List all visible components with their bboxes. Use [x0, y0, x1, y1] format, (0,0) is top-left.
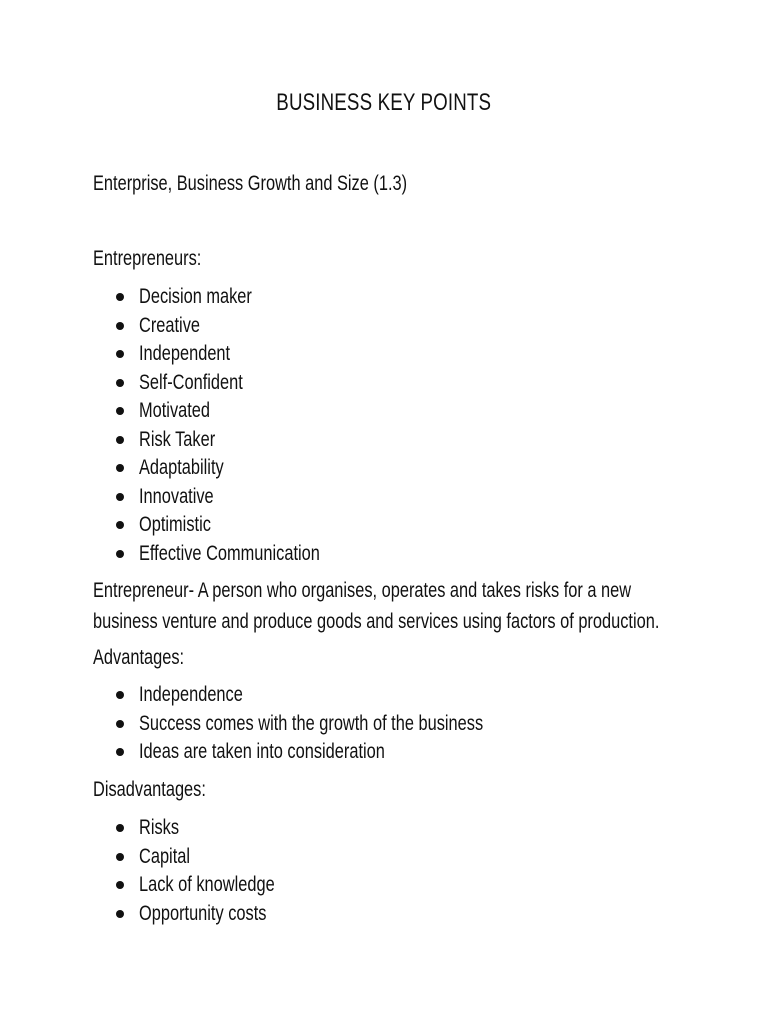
- definition-line-2: business venture and produce goods and services using factors of production.: [93, 610, 660, 633]
- list-item-text: Lack of knowledge: [139, 873, 275, 896]
- section-heading: [93, 170, 496, 198]
- page-title-text: BUSINESS KEY POINTS: [276, 89, 492, 116]
- bullet-icon: [116, 521, 124, 529]
- list-item: [0, 710, 580, 739]
- bullet-icon: [116, 720, 124, 728]
- list-item: [0, 312, 371, 341]
- list-item-text: Opportunity costs: [139, 901, 267, 925]
- list-item: [0, 738, 580, 767]
- bullet-icon: [116, 881, 124, 889]
- entrepreneur-traits-list: [0, 283, 371, 568]
- bullet-icon: [116, 293, 124, 301]
- bullet-icon: [116, 407, 124, 415]
- list-item: [0, 814, 313, 843]
- list-item: [0, 540, 371, 569]
- advantages-label: [93, 644, 210, 672]
- list-item-text: Adaptability: [139, 456, 224, 479]
- advantages-list: [0, 681, 580, 767]
- section-heading-text: Enterprise, Business Growth and Size (1.3): [93, 172, 408, 195]
- entrepreneurs-label-text: Entrepreneurs:: [93, 247, 202, 270]
- list-item-text: Risks: [139, 816, 180, 839]
- list-item: [0, 843, 313, 872]
- bullet-icon: [116, 322, 124, 330]
- list-item: [0, 426, 371, 455]
- bullet-icon: [116, 748, 124, 756]
- list-item: [0, 681, 580, 710]
- list-item: [0, 283, 371, 312]
- disadvantages-list: [0, 814, 313, 928]
- bullet-icon: [116, 350, 124, 358]
- list-item: [0, 511, 371, 540]
- bullet-icon: [116, 550, 124, 558]
- entrepreneur-definition: [93, 577, 693, 636]
- page-title: [0, 88, 768, 118]
- list-item: [0, 871, 313, 900]
- definition-line-1: Entrepreneur- A person who organises, operates and takes risks for a new: [93, 579, 632, 602]
- advantages-label-text: Advantages:: [93, 646, 185, 669]
- list-item-text: Independent: [139, 342, 231, 365]
- list-item-text: Optimistic: [139, 513, 211, 536]
- list-item-text: Effective Communication: [139, 541, 320, 565]
- bullet-icon: [116, 464, 124, 472]
- bullet-icon: [116, 910, 124, 918]
- bullet-icon: [116, 379, 124, 387]
- list-item-text: Ideas are taken into consideration: [139, 740, 385, 763]
- list-item-text: Innovative: [139, 484, 214, 508]
- list-item-text: Success comes with the growth of the business: [139, 711, 484, 735]
- disadvantages-label: [93, 776, 238, 804]
- list-item-text: Self-Confident: [139, 370, 243, 394]
- bullet-icon: [116, 853, 124, 861]
- entrepreneurs-label: [93, 245, 232, 273]
- disadvantages-label-text: Disadvantages:: [93, 778, 206, 801]
- list-item: [0, 454, 371, 483]
- list-item: [0, 340, 371, 369]
- list-item: [0, 900, 313, 929]
- list-item-text: Motivated: [139, 399, 211, 422]
- list-item-text: Decision maker: [139, 285, 252, 308]
- list-item: [0, 397, 371, 426]
- list-item: [0, 483, 371, 512]
- bullet-icon: [116, 824, 124, 832]
- list-item: [0, 369, 371, 398]
- bullet-icon: [116, 691, 124, 699]
- bullet-icon: [116, 493, 124, 501]
- list-item-text: Creative: [139, 313, 200, 337]
- list-item-text: Capital: [139, 844, 190, 868]
- bullet-icon: [116, 436, 124, 444]
- list-item-text: Independence: [139, 683, 243, 706]
- list-item-text: Risk Taker: [139, 427, 216, 451]
